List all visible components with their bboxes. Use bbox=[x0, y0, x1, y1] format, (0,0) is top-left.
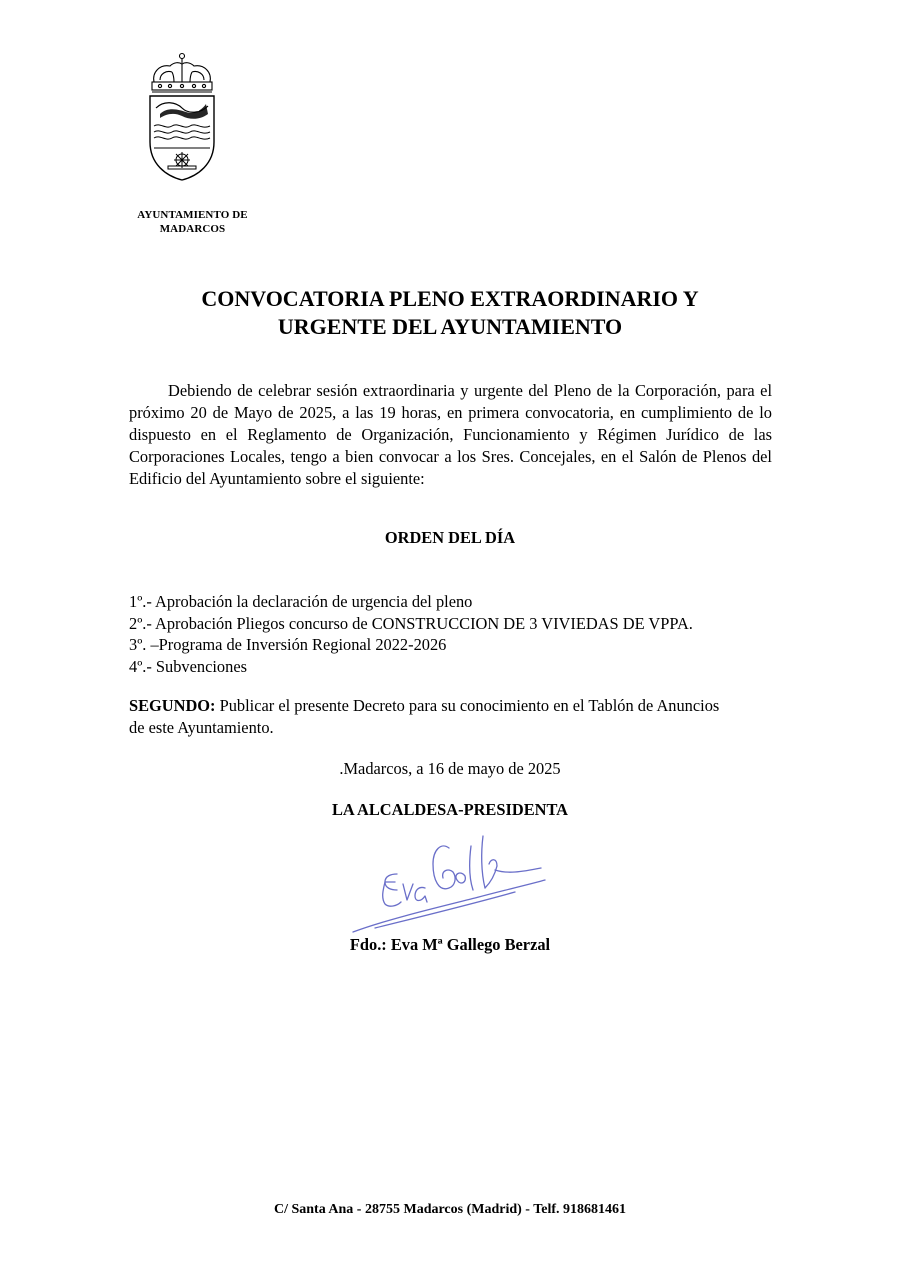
agenda-item: 4º.- Subvenciones bbox=[129, 656, 247, 676]
place-and-date: .Madarcos, a 16 de mayo de 2025 bbox=[339, 759, 561, 778]
signer-name: Fdo.: Eva Mª Gallego Berzal bbox=[349, 935, 551, 954]
agenda-item: 2º.- Aprobación Pliegos concurso de CONSTRUCCION DE 3 VIVIEDAS DE VPPA. bbox=[129, 613, 693, 633]
intro-paragraph: Debiendo de celebrar sesión extraordinaria y urgente del Pleno de la Corporación, para el próximo 20 de Mayo de 2025, a las 19 horas, en primera convocatoria, en cumplimiento de lo dispuesto en el Reglamento de Organización, Funcionamiento y Régimen Jurídico de las Corporaciones Locales, tengo a bien convocar a los Sres. Concejales, en el Salón de Plenos del Edificio del Ayuntamiento sobre el siguiente: bbox=[129, 381, 772, 488]
organization-name-line1: AYUNTAMIENTO DE bbox=[137, 209, 248, 221]
second-resolution-label: SEGUNDO: bbox=[129, 696, 216, 715]
organization-name-line2: MADARCOS bbox=[159, 223, 226, 235]
agenda-heading: ORDEN DEL DÍA bbox=[384, 528, 516, 547]
footer-address: C/ Santa Ana - 28755 Madarcos (Madrid) - Telf. 918681461 bbox=[273, 1202, 627, 1217]
agenda-item: 1º.- Aprobación la declaración de urgencia del pleno bbox=[129, 592, 473, 611]
second-resolution-text: Publicar el presente Decreto para su conocimiento en el Tablón de Anuncios de este Ayuntamiento. bbox=[129, 696, 720, 737]
coat-of-arms-icon bbox=[146, 52, 218, 182]
document-title-line1: CONVOCATORIA PLENO EXTRAORDINARIO Y bbox=[201, 286, 699, 311]
organization-name bbox=[120, 208, 265, 236]
second-resolution bbox=[129, 695, 729, 739]
signer-role: LA ALCALDESA-PRESIDENTA bbox=[331, 800, 569, 819]
document-title-line2: URGENTE DEL AYUNTAMIENTO bbox=[277, 314, 623, 339]
document-title bbox=[100, 285, 800, 341]
handwritten-signature-icon bbox=[345, 828, 550, 936]
agenda-list bbox=[129, 591, 809, 677]
agenda-item: 3º. –Programa de Inversión Regional 2022-2026 bbox=[129, 635, 447, 654]
